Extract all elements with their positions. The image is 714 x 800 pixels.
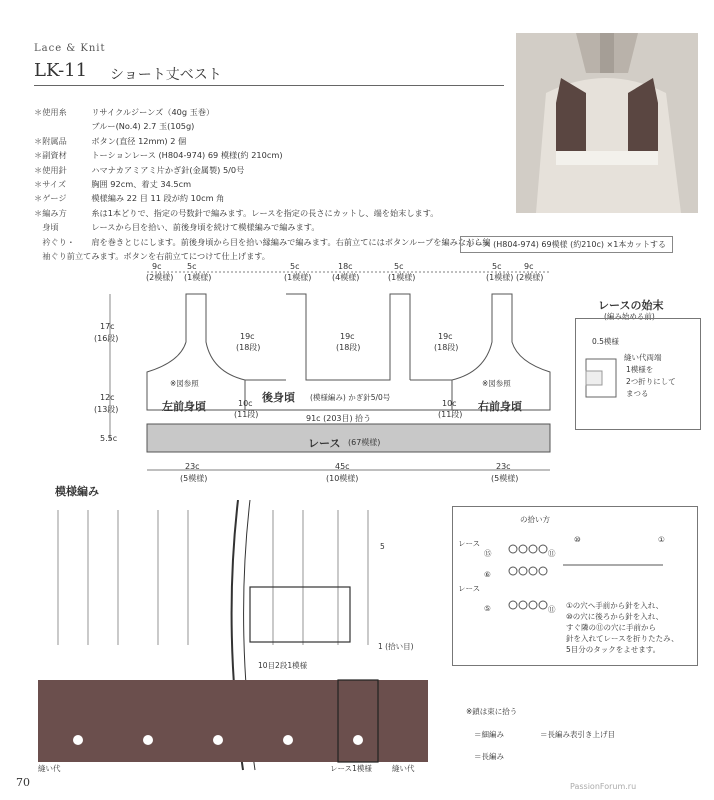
spec-value: ボタン(直径 12mm) 2 個 — [91, 135, 187, 146]
row-5-label: 5 — [380, 542, 385, 551]
dim-top-10: (1模様) — [388, 273, 416, 282]
spec-table — [34, 105, 491, 263]
dim-bottom-5: 23c — [496, 462, 511, 471]
dim-mid-2: (11段) — [234, 410, 259, 419]
spec-row — [34, 235, 491, 249]
lace-end-m2: 縫い代両端 — [624, 353, 662, 362]
pickup-n1: ① — [658, 535, 665, 544]
spec-row — [34, 163, 491, 177]
spec-value: トーションレース (H804-974) 69 模様(約 210cm) — [91, 150, 283, 161]
spec-key — [34, 119, 91, 133]
dim-arm-4: (18段) — [336, 343, 361, 352]
back-note: (模様編み) かぎ針5/0号 — [310, 393, 391, 402]
spec-row — [34, 191, 491, 205]
spec-row — [34, 105, 491, 119]
spec-value: 肩を巻きとじにします。前後身頃から目を拾い縁編みで編みます。右前立てにはボタンループを編みながら編 — [91, 236, 491, 247]
spec-key: 身頃 — [34, 222, 59, 233]
dim-left-1: 17c — [100, 322, 115, 331]
spec-row — [34, 206, 491, 220]
lace-end-m1: 0.5模様 — [592, 337, 619, 346]
lace-cut-note: レース (H804-974) 69模様 (約210c) ×1本カットする — [460, 236, 673, 253]
spec-key: 衿ぐり・ — [34, 236, 75, 247]
right-front-label: 右前身頃 — [478, 400, 522, 413]
spec-row — [34, 148, 491, 162]
dim-bottom-4: (10模様) — [326, 474, 359, 483]
lace-end-m5: まつる — [626, 389, 649, 398]
spec-value: ブルー(No.4) 2.7 玉(105g) — [91, 121, 195, 132]
pattern-code: LK-11 — [34, 60, 88, 81]
page-number: 70 — [16, 776, 30, 789]
dim-top-12: (1模様) — [486, 273, 514, 282]
dim-left-5: 5.5c — [100, 434, 118, 443]
spec-key: ＊附属品 — [34, 135, 67, 146]
pickup-lace-2: レース — [458, 584, 481, 593]
lace-repeat-label: レース1模様 — [330, 764, 372, 773]
pickup-desc-3: すぐ隣の⑪の穴に手前から — [566, 623, 656, 632]
product-photo — [516, 33, 698, 213]
dim-left-2: (16段) — [94, 334, 119, 343]
dim-bottom-3: 45c — [335, 462, 350, 471]
pickup-n11a: ⑪ — [548, 549, 556, 558]
brand-label: Lace & Knit — [34, 43, 106, 54]
spec-value: みます。ボタンを右前立てにつけて仕上げます。 — [91, 251, 270, 262]
dim-arm-1: 19c — [240, 332, 255, 341]
stitch-chart — [38, 500, 438, 775]
pickup-n5: ⑤ — [484, 604, 491, 613]
dim-arm-6: (18段) — [434, 343, 459, 352]
spec-row — [34, 177, 491, 191]
pickup-n11b: ⑪ — [548, 605, 556, 614]
pickup-title: の拾い方 — [520, 515, 550, 524]
watermark: PassionForum.ru — [570, 782, 637, 791]
dim-top-14: (2模様) — [516, 273, 544, 282]
pickup-lace-1: レース — [458, 539, 481, 548]
repeat-label: 10目2段1模様 — [258, 661, 308, 670]
lace-end-m3: 1模様を — [626, 365, 654, 374]
pickup-n15: ⑮ — [484, 549, 492, 558]
spec-value: 模様編み 22 目 11 段が約 10cm 角 — [91, 193, 225, 204]
ref-note-right: ※図参照 — [482, 379, 511, 388]
spec-key: ＊使用針 — [34, 164, 67, 175]
dim-top-7: 18c — [338, 262, 353, 271]
dim-left-4: (13段) — [94, 405, 119, 414]
spec-key: ＊編み方 — [34, 207, 67, 218]
ref-note-left: ※図参照 — [170, 379, 199, 388]
back-label: 後身頃 — [262, 391, 295, 404]
legend-note: ※鎖は束に拾う — [466, 707, 518, 716]
pickup-n6: ⑥ — [484, 570, 491, 579]
pickup-desc-1: ①の穴へ手前から針を入れ、 — [566, 601, 664, 610]
pickup-desc-4: 針を入れてレースを折りたたみ、 — [566, 634, 679, 643]
spec-key: ＊ゲージ — [34, 193, 67, 204]
dim-top-13: 9c — [524, 262, 534, 271]
dim-top-1: 9c — [152, 262, 162, 271]
spec-key: ＊サイズ — [34, 179, 67, 190]
spec-value: 胸囲 92cm、着丈 34.5cm — [91, 179, 192, 190]
pickup-desc-2: ⑩の穴に後ろから針を入れ、 — [566, 612, 664, 621]
dim-arm-3: 19c — [340, 332, 355, 341]
dim-arm-2: (18段) — [236, 343, 261, 352]
dim-mid-3: 10c — [442, 399, 457, 408]
allowance-left: 縫い代 — [38, 764, 61, 773]
allowance-right: 縫い代 — [392, 764, 415, 773]
dim-top-6: (1模様) — [284, 273, 312, 282]
row-1-label: 1 (拾い目) — [378, 642, 414, 651]
lace-end-m4: 2つ折りにして — [626, 377, 676, 386]
dim-bottom-1: 23c — [185, 462, 200, 471]
pickup-n10: ⑩ — [574, 535, 581, 544]
spec-row — [34, 119, 491, 133]
spec-row — [34, 220, 491, 234]
spec-value: ハマナカアミアミ片かぎ針(金属製) 5/0号 — [91, 164, 245, 175]
spec-value: レースから目を拾い、前後身頃を続けて模様編みで編みます。 — [91, 222, 320, 233]
vest-schematic — [100, 262, 580, 492]
legend-dc: ＝長編み — [474, 752, 504, 761]
spec-row — [34, 134, 491, 148]
page-title: ショート丈ベスト — [110, 67, 222, 83]
dim-top-3: 5c — [187, 262, 197, 271]
dim-mid-4: (11段) — [438, 410, 463, 419]
pickup-desc-5: 5目分のタックをよせます。 — [566, 645, 661, 654]
dim-arm-5: 19c — [438, 332, 453, 341]
left-front-label: 左前身頃 — [162, 400, 206, 413]
lace-end-sub: (編み始める前) — [604, 312, 655, 321]
dim-top-5: 5c — [290, 262, 300, 271]
dim-top-2: (2模様) — [146, 273, 174, 282]
dim-bottom-2: (5模様) — [180, 474, 208, 483]
legend-sc: ＝細編み — [474, 730, 504, 739]
dim-mid-1: 10c — [238, 399, 253, 408]
pickup-count: 91c (203目) 拾う — [306, 414, 372, 423]
spec-key: ＊副資材 — [34, 150, 67, 161]
legend-fp: ＝長編み表引き上げ目 — [540, 730, 615, 739]
lace-band-label: レース — [308, 437, 341, 450]
spec-key: ＊使用糸 — [34, 107, 67, 117]
spec-value: 糸は1本どりで、指定の号数針で編みます。レースを指定の長さにカットし、端を始末します。 — [91, 207, 439, 218]
lace-band-count: (67模様) — [348, 438, 381, 447]
dim-top-11: 5c — [492, 262, 502, 271]
spec-value: リサイクルジーンズ（40g 玉巻） — [91, 107, 215, 117]
dim-top-4: (1模様) — [184, 273, 212, 282]
dim-top-8: (4模様) — [332, 273, 360, 282]
lace-end-title: レースの始末 — [598, 299, 664, 312]
dim-bottom-6: (5模様) — [491, 474, 519, 483]
pattern-title: 模様編み — [55, 485, 99, 498]
title-rule — [34, 85, 504, 86]
spec-key: 袖ぐり前立て — [34, 251, 92, 262]
dim-left-3: 12c — [100, 393, 115, 402]
dim-top-9: 5c — [394, 262, 404, 271]
